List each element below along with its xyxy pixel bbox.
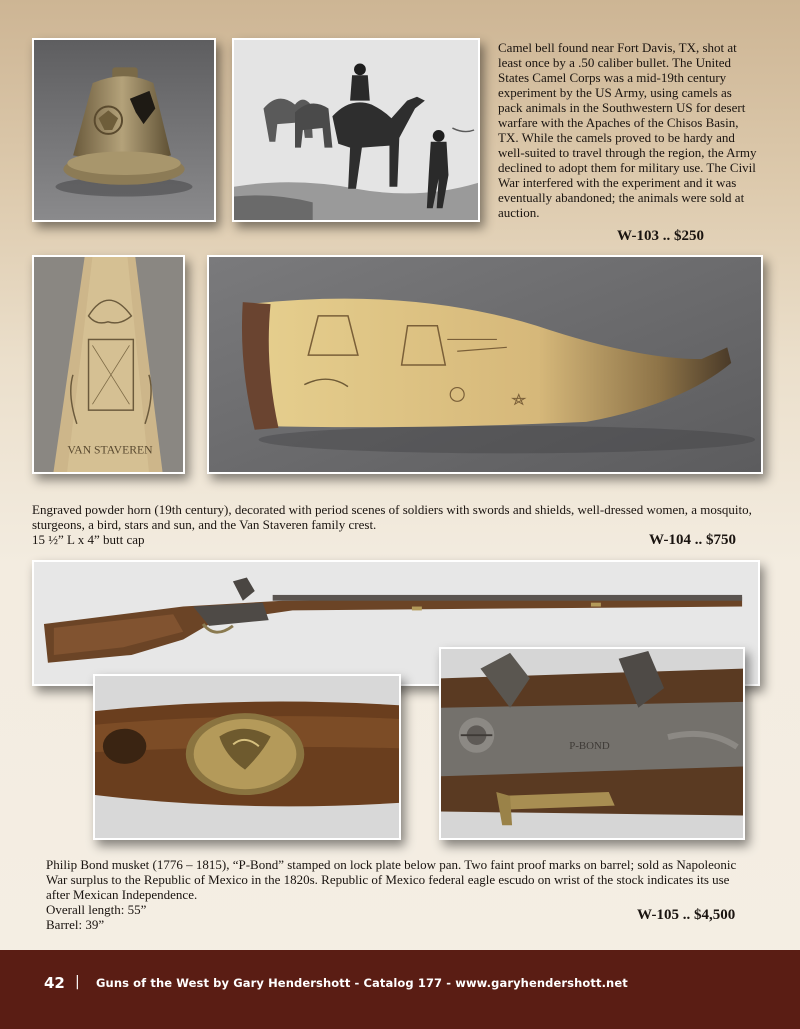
lot-w104-dimensions: 15 ½” L x 4” butt cap <box>32 532 145 547</box>
lot-w103-description: Camel bell found near Fort Davis, TX, shot at least once by a .50 caliber bullet. The United States Camel Corps was a mid-19th century experiment by the US Army, using camels as pack animals in the Southwestern US for desert warfare with the Apaches of the Chisos Basin, TX. While the camels proved to be hardy and well-suited to travel through the region, the Army declined to adopt them for military use. The Civil War interfered with the experiment and it was eventually abandoned; the animals were sold at auction. <box>498 40 757 220</box>
lot-w105-price: W-105 .. $4,500 <box>637 907 736 923</box>
camel-corps-engraving <box>232 38 480 222</box>
camel-bell-photo <box>32 38 216 222</box>
footer-title: Guns of the West by Gary Hendershott - Catalog 177 - www.garyhendershott.net <box>96 976 628 990</box>
lot-w104-price: W-104 .. $750 <box>649 532 736 548</box>
lot-w105-description-text: Philip Bond musket (1776 – 1815), “P-Bond” stamped on lock plate below pan. Two faint proof marks on barrel; sold as Napoleonic War surplus to the Republic of Mexico in the 1820s. Republic of Mexico federal eagle escudo on wrist of the stock indicates its use after Mexican Independence. <box>46 857 737 902</box>
page-number: 42 <box>44 974 65 992</box>
lot-w104-description-text: Engraved powder horn (19th century), decorated with period scenes of soldiers with swords and shields, well-dressed women, a mosquito, sturgeons, a bird, stars and sun, and the Van Staveren family crest. <box>32 502 752 532</box>
musket-lock-plate-detail <box>439 647 745 840</box>
powder-horn-crest-detail <box>32 255 185 474</box>
lot-w105-overall-length: Overall length: 55” <box>46 902 147 917</box>
lot-w103-price: W-103 .. $250 <box>617 228 704 244</box>
page-footer <box>0 950 800 1029</box>
powder-horn-photo <box>207 255 763 474</box>
musket-eagle-escudo-detail <box>93 674 401 840</box>
crest-inscription: VAN STAVEREN <box>67 443 153 457</box>
lot-w105-barrel: Barrel: 39” <box>46 917 105 932</box>
lock-plate-stamp: P-BOND <box>569 739 610 752</box>
footer-separator: | <box>75 974 80 990</box>
